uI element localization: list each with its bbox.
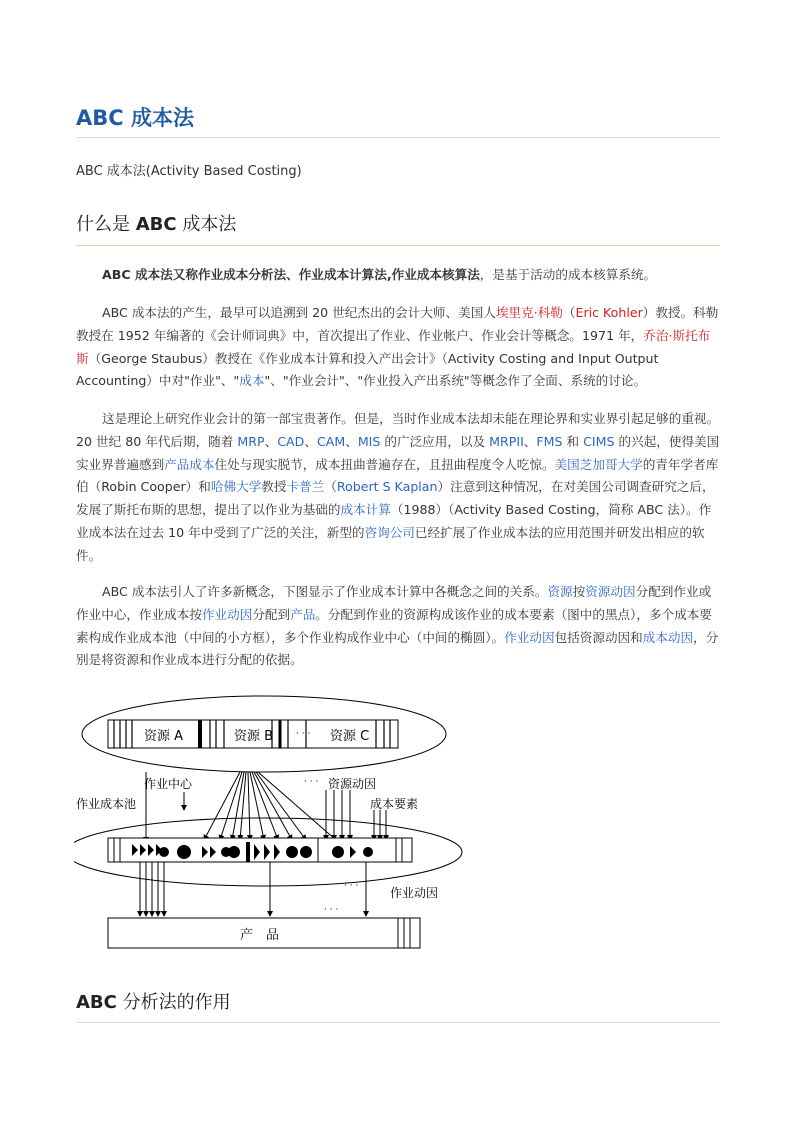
product-label: 产 品 xyxy=(240,928,280,943)
dots-label-4: · · · xyxy=(324,905,339,915)
link-resource[interactable]: 资源 xyxy=(547,584,573,599)
text: "、"作业会计"、"作业投入产出系统"等概念作了全面、系统的讨论。 xyxy=(264,373,647,389)
section-heading-what-is-abc xyxy=(76,210,236,236)
link-cost-driver[interactable]: 成本动因 xyxy=(642,629,694,645)
text: 已经扩展了作业成本法的应用范围并研发出相应的软件。 xyxy=(76,524,705,563)
abc-cost-diagram xyxy=(74,692,474,952)
link-kaplan-cn[interactable]: 卡普兰 xyxy=(286,479,325,495)
text: 、 xyxy=(304,433,317,449)
section-heading-abc-role xyxy=(76,988,231,1014)
link-mis[interactable]: MIS xyxy=(357,433,381,449)
text: ）教授。科勒教授在 1952 年编著的《会计师词典》中，首次提出了作业、作业帐户、作业会计等概念。1971 年， xyxy=(76,305,719,343)
paragraph-history xyxy=(76,408,720,568)
text: ）注意到这种情况，在对美国公司调查研究之后，发展了斯托布斯的思想，提出了以作业为基础的 xyxy=(76,479,715,518)
title-divider xyxy=(76,137,720,138)
link-consulting-firm[interactable]: 咨询公司 xyxy=(364,524,415,540)
section-divider xyxy=(76,245,720,246)
link-eric-kohler[interactable]: Eric Kohler xyxy=(575,305,643,320)
activity-center-label: 作业中心 xyxy=(144,777,193,791)
link-activity-driver-2[interactable]: 作业动因 xyxy=(504,629,555,645)
text: 的广泛应用，以及 xyxy=(380,433,490,449)
activity-driver-label: 作业动因 xyxy=(390,886,439,900)
link-resource-driver[interactable]: 资源动因 xyxy=(585,584,636,599)
paragraph-concepts xyxy=(76,581,720,672)
resource-c-label: 资源 C xyxy=(330,729,370,744)
text: 这是理论上研究作业会计的第一部宝贵著作。但是，当时作业成本法却未能在理论界和实业界引起足够的重视。20 世纪 80 年代后期，随着 xyxy=(76,411,720,449)
section-heading-prefix: 什么是 xyxy=(76,214,136,235)
link-costing[interactable]: 成本计算 xyxy=(340,502,391,518)
section-heading-rest: 分析法的作用 xyxy=(116,992,231,1013)
cost-pool-label: 作业成本池 xyxy=(76,797,137,811)
link-eric-kohler-cn[interactable]: 埃里克·科勒 xyxy=(495,305,563,320)
text: 。分配到作业的资源构成该作业的成本要素（图中的黑点），多个成本要素构成作业成本池（中间的小方框），多个作业构成作业中心（中间的椭圆）。 xyxy=(76,606,712,645)
definition-bold: ABC 成本法又称作业成本分析法、作业成本计算法,作业成本核算法 xyxy=(102,267,480,282)
link-cad[interactable]: CAD xyxy=(277,433,305,449)
text: 分配到 xyxy=(252,606,291,622)
text: ABC 成本法的产生，最早可以追溯到 20 世纪杰出的会计大师、美国人 xyxy=(102,305,496,320)
link-fms[interactable]: FMS xyxy=(536,433,563,449)
text: （George Staubus）教授在《作业成本计算和投入产出会计》（Activity Costing and Input Output Accounting）中对"作业"、" xyxy=(76,350,659,389)
text: 和 xyxy=(562,433,584,449)
section-heading-bold: ABC xyxy=(135,214,177,235)
definition-rest: ，是基于活动的成本核算系统。 xyxy=(479,267,657,282)
text: 的青年学者库伯（Robin Cooper）和 xyxy=(76,456,719,495)
cost-element-label: 成本要素 xyxy=(370,797,419,811)
link-cims[interactable]: CIMS xyxy=(583,433,615,449)
text: 包括资源动因和 xyxy=(554,629,643,645)
text: 住处与现实脱节，成本扭曲普遍存在，且扭曲程度令人吃惊。 xyxy=(214,456,555,472)
link-university-of-chicago[interactable]: 美国芝加哥大学 xyxy=(554,456,643,472)
text: 、 xyxy=(264,433,278,449)
dots-label-3: · · · xyxy=(344,881,359,891)
page-title: ABC 成本法 xyxy=(76,106,194,130)
resource-a-label: 资源 A xyxy=(144,729,184,744)
text: （1988）（Activity Based Costing，简称 ABC 法）。作业成本法在过去 10 年中受到了广泛的关注，新型的 xyxy=(76,502,712,540)
link-product[interactable]: 产品 xyxy=(290,606,316,622)
paragraph-definition xyxy=(76,264,720,287)
resource-b-label: 资源 B xyxy=(234,729,274,744)
section-heading-suffix: 成本法 xyxy=(176,214,237,235)
subtitle: ABC 成本法(Activity Based Costing) xyxy=(76,164,302,179)
text: 的兴起，使得美国实业界普遍感到 xyxy=(76,433,720,472)
dots-label: · · · xyxy=(296,729,311,739)
section-divider-2 xyxy=(76,1022,720,1023)
link-cost[interactable]: 成本 xyxy=(239,373,265,389)
text: 教授 xyxy=(261,479,287,495)
text: （ xyxy=(324,479,337,495)
link-product-cost[interactable]: 产品成本 xyxy=(164,456,215,472)
text: ABC 成本法引人了许多新概念，下图显示了作业成本计算中各概念之间的关系。 xyxy=(102,584,548,599)
link-activity-driver[interactable]: 作业动因 xyxy=(201,606,253,622)
link-harvard[interactable]: 哈佛大学 xyxy=(210,479,262,495)
link-robert-kaplan[interactable]: Robert S Kaplan xyxy=(336,479,438,495)
paragraph-origin xyxy=(76,302,720,393)
link-mrpii[interactable]: MRPII xyxy=(489,433,524,449)
text: 分配到作业或作业中心，作业成本按 xyxy=(76,584,712,622)
link-mrp[interactable]: MRP xyxy=(237,433,265,449)
text: 、 xyxy=(523,433,537,449)
resource-driver-label: 资源动因 xyxy=(328,777,377,791)
section-heading-bold: ABC xyxy=(76,992,117,1013)
text: 按 xyxy=(572,584,586,599)
text: （ xyxy=(562,305,576,320)
text: ，分别是将资源和作业成本进行分配的依据。 xyxy=(76,629,719,668)
link-george-staubus[interactable]: 乔治·斯托布斯 xyxy=(76,327,711,366)
dots-label-2: · · · xyxy=(304,777,319,787)
link-cam[interactable]: CAM xyxy=(316,433,346,449)
text: 、 xyxy=(345,433,358,449)
